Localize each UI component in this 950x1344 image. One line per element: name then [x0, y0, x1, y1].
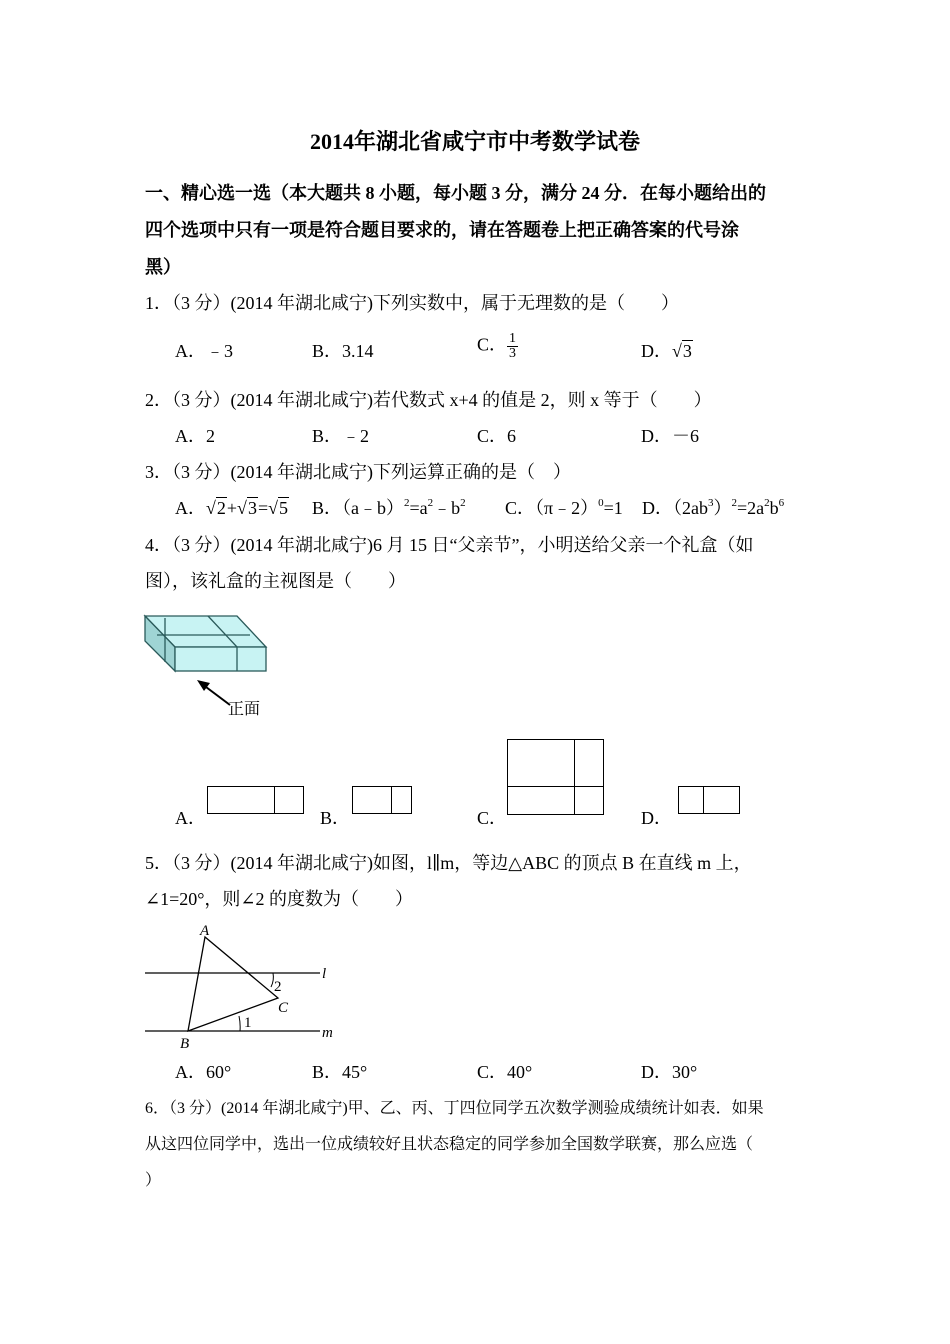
sup: 2	[731, 497, 737, 509]
q4-option-c-figure	[507, 739, 604, 815]
text: =a	[409, 498, 428, 518]
q2-option-d: D．－6	[641, 426, 699, 446]
text: C．（π﹣2）	[505, 498, 599, 518]
q1-option-c	[477, 332, 518, 361]
vertex-c-label: C	[278, 1000, 289, 1016]
text: b	[769, 498, 779, 518]
sup: 0	[598, 497, 604, 509]
q2-option-b: B．﹣2	[312, 426, 370, 446]
radicand: 2	[216, 498, 226, 518]
sqrt: √3	[237, 498, 257, 518]
q2-option-a: A．2	[175, 426, 215, 446]
text: D．（2ab	[642, 498, 708, 518]
q4-option-d-label: D．	[641, 808, 672, 828]
divider	[703, 787, 704, 813]
fraction	[507, 332, 518, 361]
sup: 6	[778, 497, 785, 509]
vertex-b-label: B	[180, 1036, 190, 1052]
sqrt: √5	[268, 498, 288, 518]
question-6-stem: 从这四位同学中，选出一位成绩较好且状态稳定的同学参加全国数学联赛，那么应选（	[145, 1136, 754, 1153]
q4-option-b-figure	[352, 786, 412, 814]
text: =1	[603, 498, 623, 518]
section-header-line: 黑）	[145, 257, 181, 277]
sqrt: √3	[672, 341, 692, 361]
q1-option-a: A．﹣3	[175, 341, 233, 361]
question-6-stem: 6．（3 分）(2014 年湖北咸宁)甲、乙、丙、丁四位同学五次数学测验成绩统计如表．如果	[145, 1100, 764, 1117]
text: B．（a﹣b）	[312, 498, 404, 518]
triangle-parallel-lines-figure	[140, 915, 340, 1055]
radicand: 5	[278, 498, 288, 518]
radicand: 3	[247, 498, 257, 518]
plus: +	[226, 498, 238, 518]
text: ）	[713, 498, 732, 518]
q4-option-a-figure	[207, 786, 304, 814]
q1-option-d	[641, 339, 693, 363]
sqrt: √2	[206, 498, 226, 518]
angle-2-label: 2	[274, 979, 282, 995]
front-view-label: 正面	[228, 699, 261, 718]
question-5-stem: 5．（3 分）(2014 年湖北咸宁)如图，l∥m，等边△ABC 的顶点 B 在直线 m 上，	[145, 853, 752, 873]
q2-option-c: C．6	[477, 426, 517, 446]
radicand: 3	[682, 341, 692, 361]
sup: 2	[404, 497, 410, 509]
q5-option-b: B．45°	[312, 1062, 368, 1082]
q3-option-b	[312, 496, 466, 520]
vertex-a-label: A	[200, 923, 210, 939]
option-label: A．	[175, 498, 206, 518]
text: =2a	[737, 498, 765, 518]
q4-option-a-label: A．	[175, 808, 206, 828]
q4-option-b-label: B．	[320, 808, 351, 828]
sup: 3	[708, 497, 714, 509]
section-header-line: 一、精心选一选（本大题共 8 小题，每小题 3 分，满分 24 分．在每小题给出的	[145, 183, 766, 203]
q5-option-a: A．60°	[175, 1062, 232, 1082]
text: ﹣b	[433, 498, 461, 518]
q5-option-c: C．40°	[477, 1062, 533, 1082]
denominator: 3	[509, 346, 517, 361]
section-header-line: 四个选项中只有一项是符合题目要求的，请在答题卷上把正确答案的代号涂	[145, 220, 739, 240]
q1-option-b: B．3.14	[312, 341, 374, 361]
question-3-stem: 3．（3 分）(2014 年湖北咸宁)下列运算正确的是（ ）	[145, 462, 571, 482]
divider	[391, 787, 392, 813]
question-1-stem: 1．（3 分）(2014 年湖北咸宁)下列实数中，属于无理数的是（ ）	[145, 293, 679, 313]
option-label: D．	[641, 341, 672, 361]
question-2-stem: 2．（3 分）(2014 年湖北咸宁)若代数式 x+4 的值是 2，则 x 等于（ ）	[145, 390, 712, 410]
option-label: C．	[477, 334, 508, 355]
question-5-stem: ∠1=20°，则∠2 的度数为（ ）	[145, 889, 414, 909]
q3-option-a	[175, 496, 289, 520]
question-6-stem: ）	[145, 1172, 162, 1189]
page-title: 2014年湖北省咸宁市中考数学试卷	[309, 129, 640, 154]
q5-option-d: D．30°	[641, 1062, 698, 1082]
q4-option-c-label: C．	[477, 808, 508, 828]
question-4-stem: 4．（3 分）(2014 年湖北咸宁)6 月 15 日“父亲节”，小明送给父亲一个礼盒（如	[145, 535, 754, 555]
question-4-stem: 图），该礼盒的主视图是（ ）	[145, 571, 406, 591]
sup: 2	[764, 497, 770, 509]
sup: 2	[460, 497, 466, 509]
divider	[574, 740, 575, 814]
equals: =	[257, 498, 269, 518]
line-l-label: l	[322, 966, 327, 982]
q4-option-d-figure	[678, 786, 740, 814]
divider	[508, 786, 603, 787]
line-m-label: m	[322, 1025, 333, 1041]
numerator: 1	[509, 331, 517, 346]
q3-option-c	[505, 496, 623, 520]
angle-1-label: 1	[244, 1015, 252, 1031]
sup: 2	[427, 497, 434, 509]
q3-option-d	[642, 496, 784, 520]
divider	[274, 787, 275, 813]
